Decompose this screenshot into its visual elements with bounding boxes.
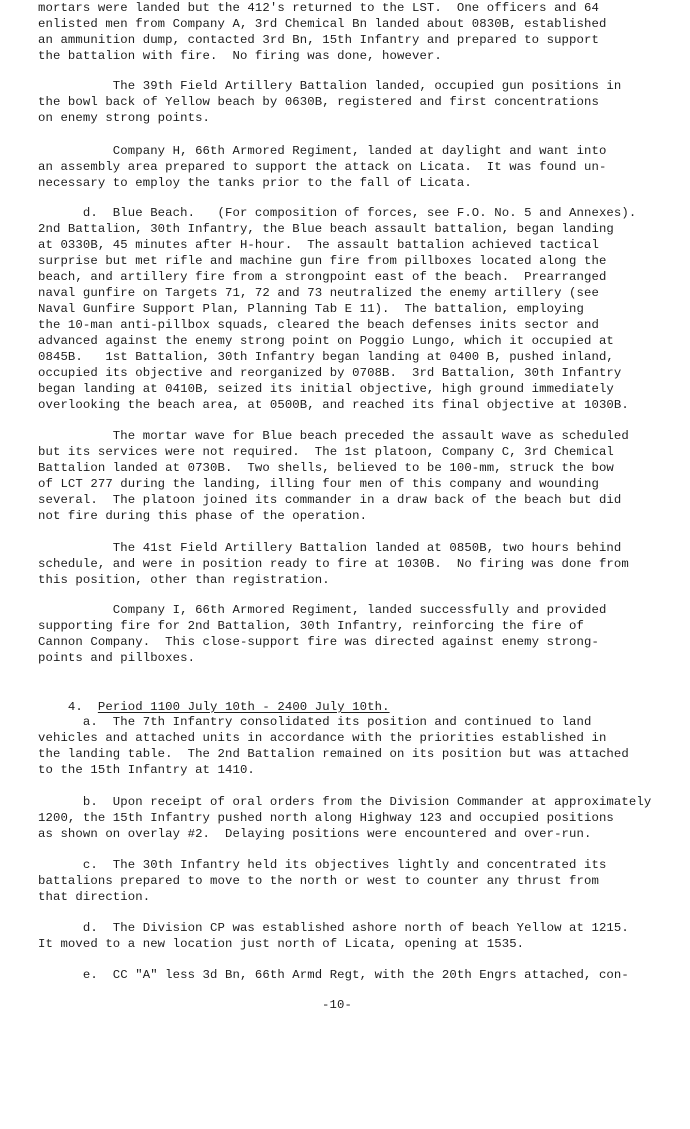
paragraph-line: this position, other than registration. [38, 573, 330, 587]
paragraph-line: at 0330B, 45 minutes after H-hour. The assault battalion achieved tactical [38, 238, 599, 252]
paragraph-line: Cannon Company. This close-support fire was directed against enemy strong- [38, 635, 599, 649]
section-title: Period 1100 July 10th - 2400 July 10th. [97, 700, 390, 714]
paragraph-line: 1200, the 15th Infantry pushed north along Highway 123 and occupied positions [38, 811, 614, 825]
paragraph-line: the 10-man anti-pillbox squads, cleared the beach defenses inits sector and [38, 318, 599, 332]
paragraph-line: surprise but met rifle and machine gun fire from pillboxes located along the [38, 254, 607, 268]
paragraph-line: several. The platoon joined its commander in a draw back of the beach but did [38, 493, 622, 507]
paragraph-line: b. Upon receipt of oral orders from the Division Commander at approximately [38, 795, 652, 809]
paragraph-line: a. The 7th Infantry consolidated its position and continued to land [38, 715, 592, 729]
paragraph-line: an ammunition dump, contacted 3rd Bn, 15th Infantry and prepared to support [38, 33, 599, 47]
paragraph-line: Company I, 66th Armored Regiment, landed successfully and provided [38, 603, 607, 617]
paragraph-line: It moved to a new location just north of Licata, opening at 1535. [38, 937, 525, 951]
paragraph-line: Battalion landed at 0730B. Two shells, believed to be 100-mm, struck the bow [38, 461, 614, 475]
paragraph-line: the battalion with fire. No firing was done, however. [38, 49, 442, 63]
paragraph-line: vehicles and attached units in accordance with the priorities established in [38, 731, 607, 745]
paragraph-line: 0845B. 1st Battalion, 30th Infantry began landing at 0400 B, pushed inland, [38, 350, 614, 364]
paragraph-line: overlooking the beach area, at 0500B, and reached its final objective at 1030B. [38, 398, 629, 412]
section-number: 4. [67, 700, 83, 714]
paragraph-line: as shown on overlay #2. Delaying positions were encountered and over-run. [38, 827, 592, 841]
paragraph-line: but its services were not required. The 1st platoon, Company C, 3rd Chemical [38, 445, 614, 459]
paragraph-line: advanced against the enemy strong point on Poggio Lungo, which it occupied at [38, 334, 614, 348]
paragraph-line: began landing at 0410B, seized its initial objective, high ground immediately [38, 382, 614, 396]
paragraph-line: Naval Gunfire Support Plan, Planning Tab E 11). The battalion, employing [38, 302, 584, 316]
paragraph-line: necessary to employ the tanks prior to the fall of Licata. [38, 176, 472, 190]
paragraph-line: on enemy strong points. [38, 111, 211, 125]
paragraph-line: an assembly area prepared to support the attack on Licata. It was found un- [38, 160, 607, 174]
paragraph-line: beach, and artillery fire from a strongpoint east of the beach. Prearranged [38, 270, 607, 284]
paragraph-line: of LCT 277 during the landing, illing four men of this company and wounding [38, 477, 599, 491]
paragraph-line: not fire during this phase of the operation. [38, 509, 368, 523]
paragraph-line: supporting fire for 2nd Battalion, 30th Infantry, reinforcing the fire of [38, 619, 584, 633]
paragraph-line: the bowl back of Yellow beach by 0630B, registered and first concentrations [38, 95, 599, 109]
paragraph-line: d. The Division CP was established ashore north of beach Yellow at 1215. [38, 921, 629, 935]
paragraph-line: Company H, 66th Armored Regiment, landed at daylight and want into [38, 144, 607, 158]
paragraph-line: that direction. [38, 890, 151, 904]
paragraph-line: mortars were landed but the 412's returned to the LST. One officers and 64 [38, 1, 599, 15]
paragraph-line: occupied its objective and reorganized by 0708B. 3rd Battalion, 30th Infantry [38, 366, 622, 380]
paragraph-line: naval gunfire on Targets 71, 72 and 73 neutralized the enemy artillery (see [38, 286, 599, 300]
paragraph-line: c. The 30th Infantry held its objectives lightly and concentrated its [38, 858, 607, 872]
paragraph-line: points and pillboxes. [38, 651, 196, 665]
page-number: -10- [322, 998, 352, 1012]
paragraph-line: e. CC "A" less 3d Bn, 66th Armd Regt, with the 20th Engrs attached, con- [38, 968, 629, 982]
paragraph-line: schedule, and were in position ready to fire at 1030B. No firing was done from [38, 557, 629, 571]
paragraph-line: d. Blue Beach. (For composition of forces, see F.O. No. 5 and Annexes). [38, 206, 637, 220]
paragraph-line: to the 15th Infantry at 1410. [38, 763, 255, 777]
paragraph-line: The 41st Field Artillery Battalion landed at 0850B, two hours behind [38, 541, 622, 555]
paragraph-line: battalions prepared to move to the north or west to counter any thrust from [38, 874, 599, 888]
paragraph-line: The mortar wave for Blue beach preceded the assault wave as scheduled [38, 429, 629, 443]
paragraph-line: the landing table. The 2nd Battalion remained on its position but was attached [38, 747, 629, 761]
paragraph-line: enlisted men from Company A, 3rd Chemical Bn landed about 0830B, established [38, 17, 607, 31]
paragraph-line: 2nd Battalion, 30th Infantry, the Blue beach assault battalion, began landing [38, 222, 614, 236]
paragraph-line: The 39th Field Artillery Battalion landed, occupied gun positions in [38, 79, 622, 93]
